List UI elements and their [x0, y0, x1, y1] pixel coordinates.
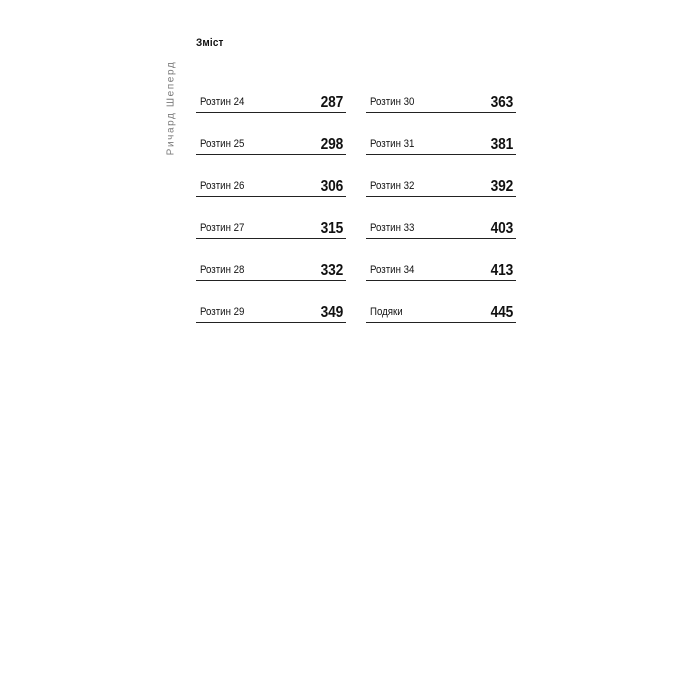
- page-title: Зміст: [196, 37, 224, 49]
- toc-entry: [196, 132, 346, 155]
- toc-entry: [196, 300, 346, 323]
- toc-entry-label: Розтин 33: [370, 222, 415, 234]
- toc-entry-label: Розтин 25: [200, 138, 245, 150]
- toc-entry-page-number: 363: [490, 94, 513, 111]
- toc-column-right: [366, 90, 516, 342]
- toc-entry-page-number: 298: [320, 136, 343, 153]
- toc-entry-page-number: 315: [320, 220, 343, 237]
- toc-entry-page-number: 392: [490, 178, 513, 195]
- toc-entry: [196, 90, 346, 113]
- toc-entry: [196, 216, 346, 239]
- toc-entry: [366, 174, 516, 197]
- toc-entry-page-number: 287: [320, 94, 343, 111]
- toc-entry-label: Розтин 29: [200, 306, 245, 318]
- toc-entry-label: Розтин 27: [200, 222, 245, 234]
- toc-entry-label: Розтин 24: [200, 96, 245, 108]
- toc-entry-label: Розтин 30: [370, 96, 415, 108]
- toc-entry: [366, 132, 516, 155]
- toc-column-left: [196, 90, 346, 342]
- toc-entry: [366, 216, 516, 239]
- toc-entry-page-number: 403: [490, 220, 513, 237]
- toc-entry: [196, 258, 346, 281]
- table-of-contents: [196, 90, 516, 342]
- toc-entry-page-number: 332: [320, 262, 343, 279]
- toc-entry: [196, 174, 346, 197]
- author-name-vertical: Ричард Шеперд: [165, 60, 177, 156]
- toc-entry-label: Розтин 28: [200, 264, 245, 276]
- toc-entry: [366, 90, 516, 113]
- toc-entry-label: Розтин 26: [200, 180, 245, 192]
- toc-entry-page-number: 381: [490, 136, 513, 153]
- toc-entry-page-number: 413: [490, 262, 513, 279]
- toc-entry-page-number: 306: [320, 178, 343, 195]
- toc-entry-label: Подяки: [370, 306, 403, 318]
- toc-entry-page-number: 349: [320, 304, 343, 321]
- toc-entry: [366, 258, 516, 281]
- toc-entry-page-number: 445: [490, 304, 513, 321]
- toc-entry: [366, 300, 516, 323]
- toc-entry-label: Розтин 31: [370, 138, 415, 150]
- toc-entry-label: Розтин 32: [370, 180, 415, 192]
- toc-entry-label: Розтин 34: [370, 264, 415, 276]
